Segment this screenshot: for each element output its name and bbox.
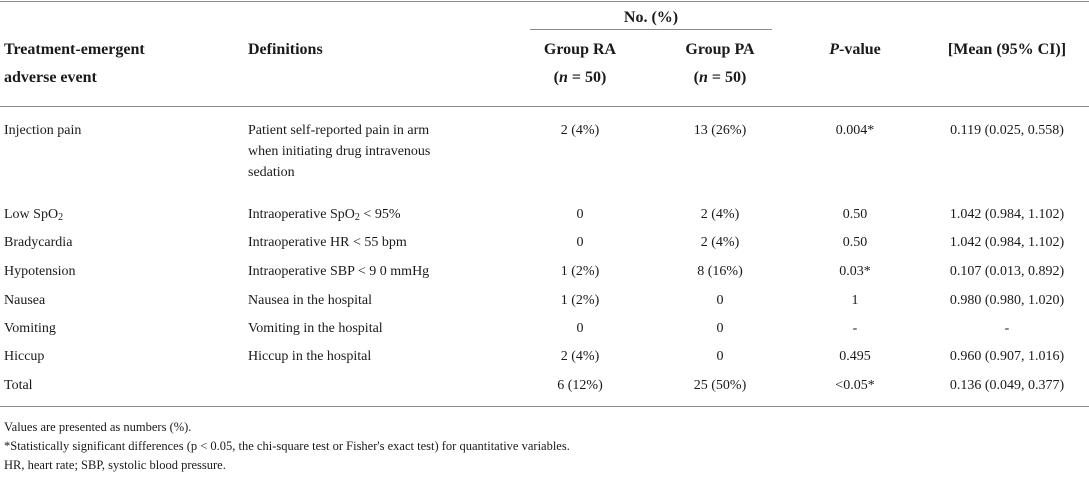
row-p-value-cell: 1 <box>851 293 859 308</box>
row-event-cell: Hiccup <box>4 349 45 364</box>
row-ra-cell: 0 <box>576 321 584 336</box>
row-ra-cell: 0 <box>576 207 584 222</box>
col-header-p-var: P <box>829 41 839 58</box>
row-ra-cell: 1 (2%) <box>560 293 600 308</box>
row-mean-ci-cell: 0.980 (0.980, 1.020) <box>949 293 1065 308</box>
row-mean-ci-cell: 0.136 (0.049, 0.377) <box>949 378 1065 393</box>
row-definition-post: < 95% <box>359 207 401 222</box>
row-mean-ci-cell: - <box>1004 321 1010 336</box>
row-p-value-cell: - <box>852 321 858 336</box>
col-header-group-pa <box>660 36 780 92</box>
group-header-rule <box>530 29 772 30</box>
row-definition-pre: Intraoperative SpO <box>248 207 355 222</box>
row-p-value-cell: 0.03* <box>839 264 871 279</box>
row-p-value-cell: 0.004* <box>835 123 875 138</box>
row-event-text: Low SpO <box>4 207 59 222</box>
footnote-significance: *Statistically significant differences (p < 0.05, the chi-square test or Fisher's exact test) for quantitative variables. <box>4 439 570 453</box>
row-p-value-cell: 0.50 <box>842 235 868 250</box>
row-definition-line: sedation <box>248 165 295 180</box>
col-header-group-ra-n: (n = 50) <box>553 69 607 86</box>
col-header-group-ra-n-var: n <box>558 69 568 86</box>
row-definition-line: Patient self-reported pain in arm <box>248 123 430 138</box>
row-p-value-cell: <0.05* <box>835 378 875 393</box>
row-ra-cell: 2 (4%) <box>560 123 600 138</box>
row-mean-ci-cell: 0.960 (0.907, 1.016) <box>949 349 1065 364</box>
row-pa-cell: 8 (16%) <box>697 264 743 279</box>
row-pa-cell: 0 <box>716 293 724 308</box>
col-header-group-pa-n: (n = 50) <box>693 69 747 86</box>
row-p-value-cell: 0.50 <box>842 207 868 222</box>
col-header-group-pa-n-var: n <box>698 69 708 86</box>
col-header-event-line1: Treatment-emergent <box>4 41 145 58</box>
col-header-definitions: Definitions <box>248 41 323 58</box>
row-ra-cell: 2 (4%) <box>560 349 600 364</box>
row-event-cell: Injection pain <box>4 123 82 138</box>
col-header-group-pa-n-val: = 50) <box>707 69 747 86</box>
row-ra-cell: 6 (12%) <box>557 378 603 393</box>
col-header-event <box>4 36 234 92</box>
table-bottom-rule <box>0 406 1089 407</box>
row-event-cell: Bradycardia <box>4 235 73 250</box>
row-event-cell <box>4 204 234 225</box>
row-mean-ci-cell: 1.042 (0.984, 1.102) <box>949 207 1065 222</box>
row-pa-cell: 2 (4%) <box>700 207 740 222</box>
row-pa-cell: 25 (50%) <box>693 378 747 393</box>
row-definition-line: when initiating drug intravenous <box>248 144 431 159</box>
row-pa-cell: 0 <box>716 321 724 336</box>
footnote-abbreviations: HR, heart rate; SBP, systolic blood pressure. <box>4 458 226 472</box>
col-header-p-value <box>800 36 910 64</box>
row-definition-cell: Vomiting in the hospital <box>248 321 383 336</box>
row-definition-cell <box>248 120 508 183</box>
col-header-event-line2: adverse event <box>4 69 97 86</box>
header-bottom-rule <box>0 106 1089 107</box>
col-header-group-ra-name: Group RA <box>543 41 617 58</box>
row-pa-cell: 0 <box>716 349 724 364</box>
col-header-group-ra <box>520 36 640 92</box>
footnote-values: Values are presented as numbers (%). <box>4 420 192 434</box>
row-mean-ci-cell: 1.042 (0.984, 1.102) <box>949 235 1065 250</box>
row-definition-cell <box>248 204 508 225</box>
row-pa-cell: 13 (26%) <box>693 123 747 138</box>
col-header-p-rest: -value <box>839 41 881 58</box>
row-event-sub: 2 <box>58 212 64 223</box>
row-pa-cell: 2 (4%) <box>700 235 740 250</box>
row-ra-cell: 1 (2%) <box>560 264 600 279</box>
row-definition-sub: 2 <box>354 212 360 223</box>
row-definition-cell: Intraoperative SBP < 9 0 mmHg <box>248 264 430 279</box>
col-header-mean-ci: [Mean (95% CI)] <box>947 41 1067 58</box>
row-definition-cell: Nausea in the hospital <box>248 293 373 308</box>
row-event-cell: Vomiting <box>4 321 56 336</box>
row-event-cell: Hypotension <box>4 264 76 279</box>
row-event-cell: Total <box>4 378 33 393</box>
col-header-group-ra-n-val: = 50) <box>567 69 607 86</box>
row-definition-cell: Intraoperative HR < 55 bpm <box>248 235 407 250</box>
row-event-cell: Nausea <box>4 293 46 308</box>
row-definition-cell: Hiccup in the hospital <box>248 349 372 364</box>
col-header-group-pa-name: Group PA <box>685 41 755 58</box>
row-mean-ci-cell: 0.119 (0.025, 0.558) <box>950 123 1064 138</box>
row-p-value-cell: 0.495 <box>839 349 871 364</box>
group-header-no-percent: No. (%) <box>623 9 679 26</box>
row-ra-cell: 0 <box>576 235 584 250</box>
row-mean-ci-cell: 0.107 (0.013, 0.892) <box>949 264 1065 279</box>
table-top-rule <box>0 1 1089 2</box>
